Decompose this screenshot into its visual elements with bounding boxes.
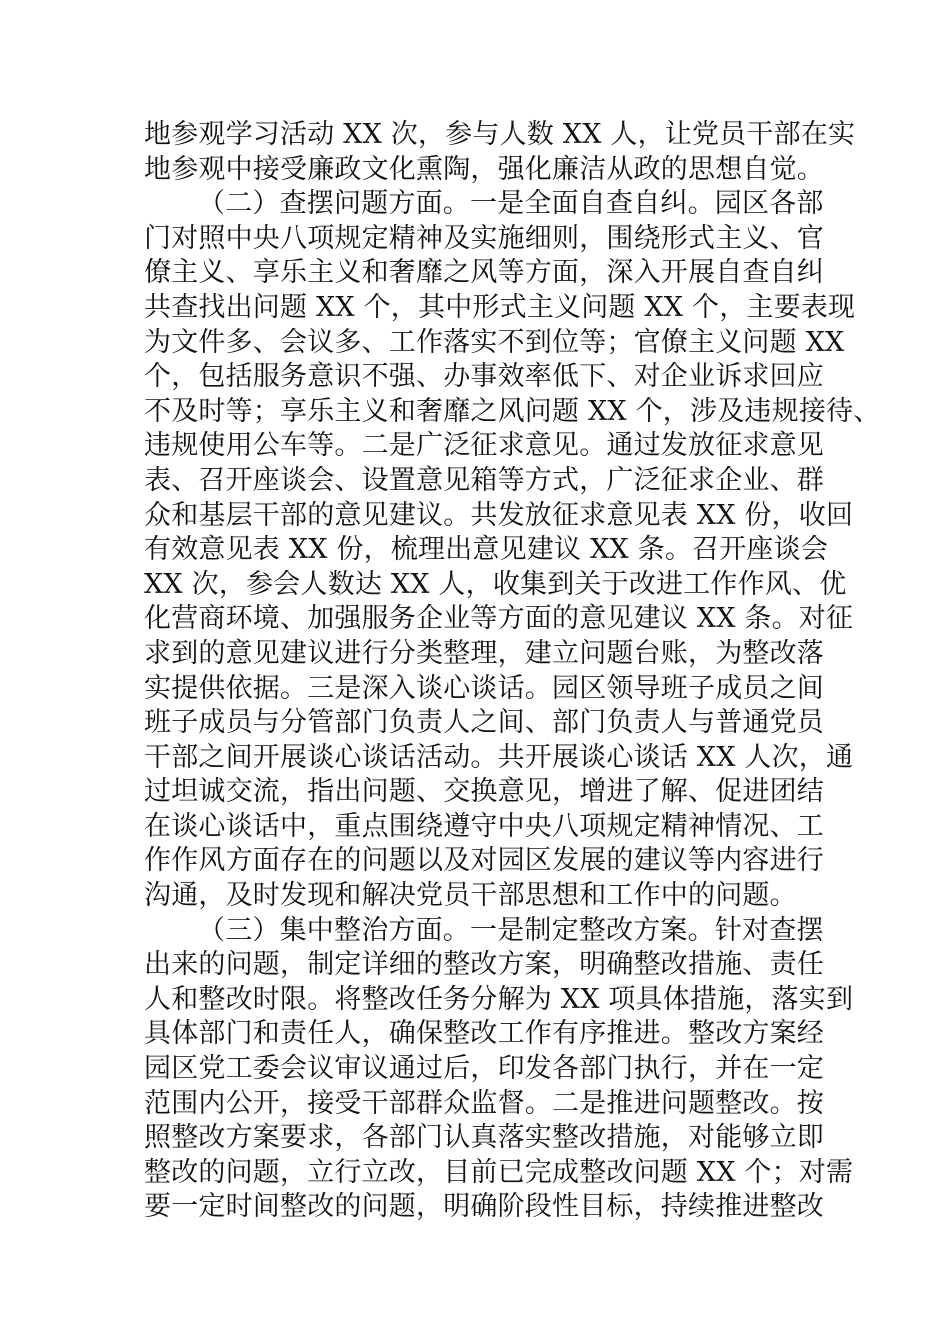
text-line: 个，包括服务意识不强、办事效率低下、对企业诉求回应: [144, 361, 824, 393]
text-line: 整改的问题，立行立改，目前已完成整改问题 XX 个；对需: [144, 1156, 854, 1188]
text-line: 门对照中央八项规定精神及实施细则，围绕形式主义、官: [144, 222, 824, 254]
text-line: 实提供依据。三是深入谈心谈话。园区领导班子成员之间: [144, 672, 824, 704]
text-line: 人和整改时限。将整改任务分解为 XX 项具体措施，落实到: [144, 983, 854, 1015]
text-line: 作作风方面存在的问题以及对园区发展的建议等内容进行: [144, 845, 824, 877]
text-line: XX 次，参会人数达 XX 人，收集到关于改进工作作风、优: [144, 568, 847, 600]
text-line: 在谈心谈话中，重点围绕遵守中央八项规定精神情况、工: [144, 810, 824, 842]
body-text: [144, 118, 881, 1225]
text-line: 求到的意见建议进行分类整理，建立问题台账，为整改落: [144, 637, 824, 669]
text-line: （二）查摆问题方面。一是全面自查自纠。园区各部: [198, 188, 824, 220]
text-line: 班子成员与分管部门负责人之间、部门负责人与普通党员: [144, 707, 824, 739]
text-line: 有效意见表 XX 份，梳理出意见建议 XX 条。召开座谈会: [144, 534, 829, 566]
text-line: 具体部门和责任人，确保整改工作有序推进。整改方案经: [144, 1018, 824, 1050]
text-line: 照整改方案要求，各部门认真落实整改措施，对能够立即: [144, 1122, 824, 1154]
text-line: 地参观学习活动 XX 次，参与人数 XX 人，让党员干部在实: [144, 119, 856, 150]
text-line: 表、召开座谈会、设置意见箱等方式，广泛征求企业、群: [144, 464, 824, 496]
text-line: 地参观中接受廉政文化熏陶，强化廉洁从政的思想自觉。: [144, 153, 824, 185]
text-line: 干部之间开展谈心谈话活动。共开展谈心谈话 XX 人次，通: [144, 741, 854, 773]
text-line: 僚主义、享乐主义和奢靡之风等方面，深入开展自查自纠: [144, 257, 824, 289]
text-line: 不及时等；享乐主义和奢靡之风问题 XX 个，涉及违规接待、: [144, 395, 881, 427]
text-line: 沟通，及时发现和解决党员干部思想和工作中的问题。: [144, 880, 797, 912]
text-line: 化营商环境、加强服务企业等方面的意见建议 XX 条。对征: [144, 603, 854, 635]
text-line: 园区党工委会议审议通过后，印发各部门执行，并在一定: [144, 1053, 824, 1085]
text-line: 范围内公开，接受干部群众监督。二是推进问题整改。按: [144, 1087, 824, 1119]
text-line: 违规使用公车等。二是广泛征求意见。通过发放征求意见: [144, 430, 824, 462]
text-line: （三）集中整治方面。一是制定整改方案。针对查摆: [198, 914, 824, 946]
text-line: 要一定时间整改的问题，明确阶段性目标，持续推进整改: [144, 1191, 824, 1223]
text-line: 过坦诚交流，指出问题、交换意见，增进了解、促进团结: [144, 776, 824, 808]
text-line: 众和基层干部的意见建议。共发放征求意见表 XX 份，收回: [144, 499, 854, 531]
text-line: 共查找出问题 XX 个，其中形式主义问题 XX 个，主要表现: [144, 291, 856, 323]
text-line: 为文件多、会议多、工作落实不到位等；官僚主义问题 XX: [144, 326, 845, 358]
text-line: 出来的问题，制定详细的整改方案，明确整改措施、责任: [144, 949, 824, 981]
